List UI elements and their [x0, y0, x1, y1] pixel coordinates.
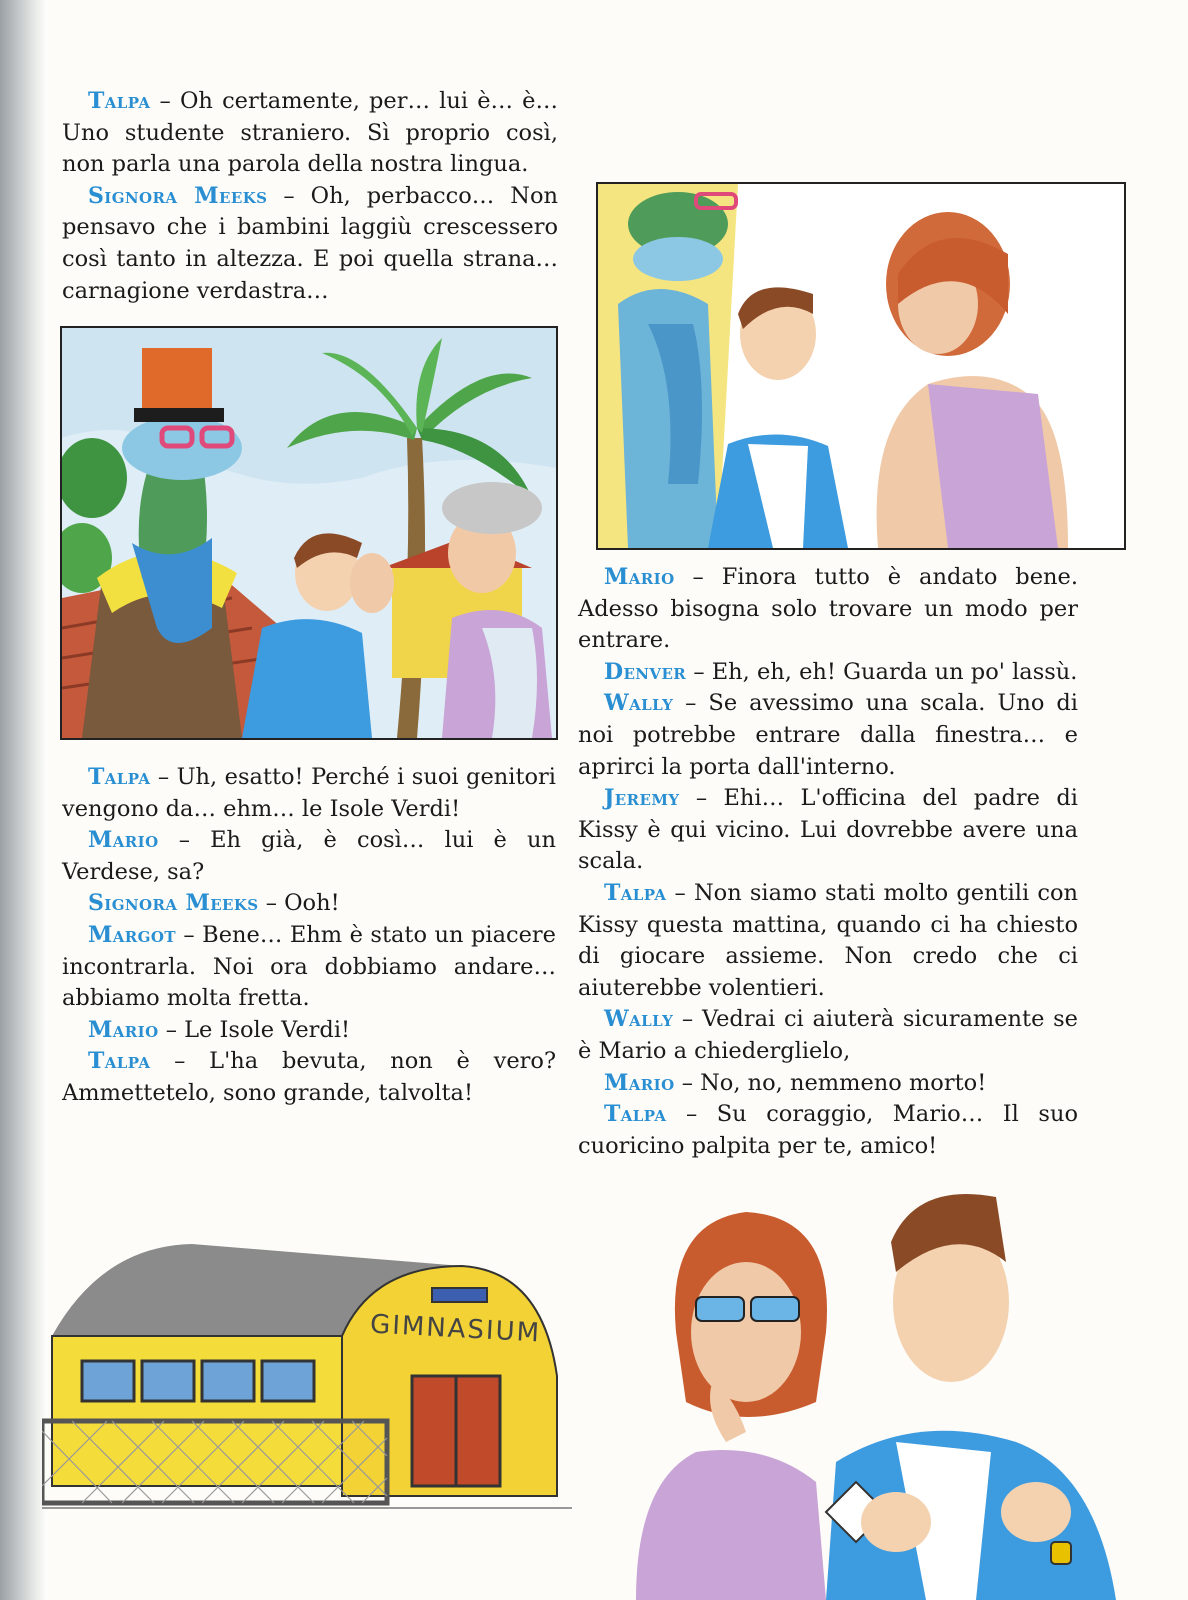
gym-sign: GIMNASIUM	[369, 1309, 542, 1349]
dialogue-line: Talpa – Uh, esatto! Perché i suoi genitori vengono da… ehm… le Isole Verdi!	[62, 764, 556, 822]
dialogue-line: Mario – No, no, nemmeno morto!	[604, 1069, 987, 1096]
dialogue-line: Denver – Eh, eh, eh! Guarda un po' lassù.	[604, 658, 1078, 685]
dialogue-line: Wally – Vedrai ci aiuterà sicuramente se è Mario a chiederglielo,	[578, 1006, 1078, 1064]
speaker-name: Mario	[88, 1016, 159, 1043]
speaker-name: Denver	[604, 658, 687, 685]
speaker-name: Margot	[88, 921, 176, 948]
speaker-name: Talpa	[604, 879, 667, 906]
dialogue-text: Oh, perbacco… Non pensavo che i bambini laggiù crescessero così tanto in altezza. E poi quella strana… carnagione verdastra…	[62, 182, 558, 304]
dialogue-text: Non siamo stati molto gentili con Kissy questa mattina, quando ci ha chiesto di giocare assieme. Non credo che ci aiuterebbe volentieri.	[578, 879, 1078, 1001]
dialogue-text: Eh già, è così… lui è un Verdese, sa?	[62, 827, 556, 885]
dialogue-text: Oh certamente, per… lui è… è… Uno studente straniero. Sì proprio così, non parla una parola della nostra lingua.	[62, 88, 558, 178]
dialogue-text: Su coraggio, Mario… Il suo cuoricino palpita per te, amico!	[578, 1101, 1078, 1159]
speaker-name: Signora Meeks	[88, 890, 259, 917]
illustration-two-boys	[596, 1182, 1156, 1600]
dialogue-text: Ooh!	[284, 890, 340, 917]
dialogue-text: Bene… Ehm è stato un piacere incontrarla. Noi ora dobbiamo andare… abbiamo molta fretta.	[62, 921, 556, 1012]
left-dialogue-column	[62, 762, 556, 1110]
dialogue-text: Finora tutto è andato bene. Adesso bisogna solo trovare un modo per entrare.	[578, 564, 1078, 654]
dialogue-line: Talpa – Su coraggio, Mario… Il suo cuoricino palpita per te, amico!	[578, 1101, 1078, 1159]
speaker-name: Talpa	[88, 1048, 151, 1075]
dialogue-line: Mario – Finora tutto è andato bene. Adesso bisogna solo trovare un modo per entrare.	[578, 564, 1078, 654]
dialogue-text: Ehi… L'officina del padre di Kissy è qui vicino. Lui dovrebbe avere una scala.	[578, 785, 1078, 875]
dialogue-text: L'ha bevuta, non è vero? Ammettetelo, sono grande, talvolta!	[62, 1048, 557, 1106]
dialogue-text: No, no, nemmeno morto!	[700, 1069, 987, 1096]
speaker-name: Talpa	[88, 88, 151, 114]
dialogue-text: Uh, esatto! Perché i suoi genitori vengono da… ehm… le Isole Verdi!	[62, 764, 556, 822]
speaker-name: Wally	[604, 1006, 674, 1033]
illustration-window-scene	[596, 182, 1126, 550]
speaker-name: Signora Meeks	[88, 182, 268, 209]
dialogue-text: Eh, eh, eh! Guarda un po' lassù.	[711, 658, 1078, 685]
speaker-name: Wally	[604, 690, 674, 717]
dialogue-line: Mario – Eh già, è così… lui è un Verdese, sa?	[62, 827, 556, 885]
dialogue-line: Talpa – Oh certamente, per… lui è… è… Uno studente straniero. Sì proprio così, non parla una parola della nostra lingua.	[62, 88, 558, 178]
dialogue-line: Jeremy – Ehi… L'officina del padre di Kissy è qui vicino. Lui dovrebbe avere una scala.	[578, 785, 1078, 875]
dialogue-text: Le Isole Verdi!	[184, 1016, 351, 1043]
dialogue-line: Margot – Bene… Ehm è stato un piacere incontrarla. Noi ora dobbiamo andare… abbiamo molta fretta.	[62, 921, 556, 1012]
top-dialogue-block	[62, 86, 558, 307]
dialogue-text: Se avessimo una scala. Uno di noi potrebbe entrare dalla finestra… e aprirci la porta dall'interno.	[578, 690, 1079, 780]
dialogue-text: Vedrai ci aiuterà sicuramente se è Mario a chiederglielo,	[578, 1006, 1078, 1064]
speaker-name: Jeremy	[604, 785, 680, 812]
page-binding-shadow	[0, 0, 46, 1600]
dialogue-line: Signora Meeks – Ooh!	[88, 890, 340, 917]
dialogue-line: Wally – Se avessimo una scala. Uno di noi potrebbe entrare dalla finestra… e aprirci la porta dall'interno.	[578, 690, 1079, 780]
dialogue-line: Mario – Le Isole Verdi!	[88, 1016, 351, 1043]
dialogue-line: Talpa – Non siamo stati molto gentili con Kissy questa mattina, quando ci ha chiesto di giocare assieme. Non credo che ci aiuterebbe volentieri.	[578, 879, 1078, 1001]
speaker-name: Talpa	[88, 764, 151, 790]
illustration-gymnasium	[42, 1226, 582, 1536]
illustration-palm-scene	[60, 326, 558, 740]
right-dialogue-column	[578, 562, 1078, 1162]
speaker-name: Mario	[88, 827, 159, 854]
speaker-name: Talpa	[604, 1101, 667, 1128]
dialogue-line: Talpa – L'ha bevuta, non è vero? Ammettetelo, sono grande, talvolta!	[62, 1048, 557, 1106]
speaker-name: Mario	[604, 564, 675, 590]
dialogue-line: Signora Meeks – Oh, perbacco… Non pensavo che i bambini laggiù crescessero così tanto in altezza. E poi quella strana… carnagione verdastra…	[62, 182, 558, 304]
speaker-name: Mario	[604, 1069, 675, 1096]
